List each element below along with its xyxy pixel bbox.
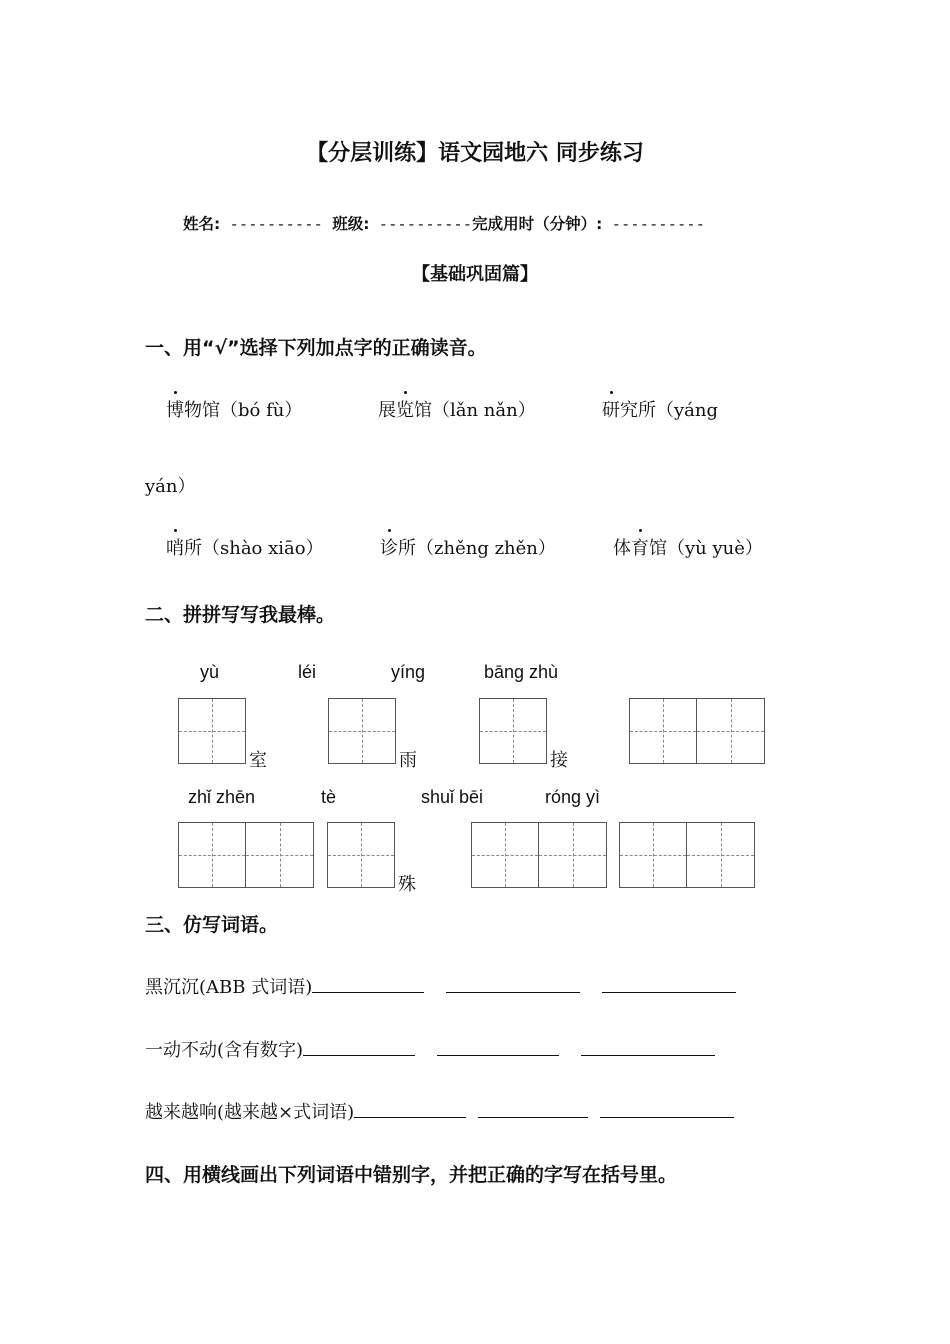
pinyin-label: róng yì xyxy=(545,787,601,807)
dotted-char: 览 xyxy=(396,396,414,422)
q1-item: 展览馆（lǎn nǎn） xyxy=(378,396,536,422)
q3-heading: 三、仿写词语。 xyxy=(145,914,279,936)
answer-blank[interactable] xyxy=(602,974,736,993)
q4-heading: 四、用横线画出下列词语中错别字，并把正确的字写在括号里。 xyxy=(145,1164,678,1186)
writing-grid[interactable] xyxy=(327,822,395,888)
imitation-line: 越来越响(越来越×式词语) xyxy=(145,1098,734,1124)
writing-grid[interactable] xyxy=(479,698,547,764)
q1-item: 研究所（yáng xyxy=(602,396,718,422)
imitation-line: 一动不动(含有数字) xyxy=(145,1036,715,1062)
q1-item: 体育馆（yù yuè） xyxy=(613,534,763,560)
dotted-char: 研 xyxy=(602,396,620,422)
answer-blank[interactable] xyxy=(312,974,424,993)
pinyin-label: yíng xyxy=(391,662,426,682)
dotted-char: 育 xyxy=(631,534,649,560)
writing-grid[interactable] xyxy=(178,822,314,888)
q2-heading: 二、拼拼写写我最棒。 xyxy=(145,604,336,626)
writing-grid[interactable] xyxy=(471,822,607,888)
class-blank: ---------- xyxy=(378,215,473,233)
time-label: 完成用时（分钟）: xyxy=(472,215,603,233)
answer-blank[interactable] xyxy=(354,1099,466,1118)
q1-item: 博物馆（bó fù） xyxy=(166,396,302,422)
section-title: 【基础巩固篇】 xyxy=(412,264,538,285)
writing-grid[interactable] xyxy=(178,698,246,764)
pinyin-label: bāng zhù xyxy=(484,662,559,682)
grid-suffix: 室 xyxy=(249,750,267,771)
dotted-char: 诊 xyxy=(380,534,398,560)
page-title: 【分层训练】语文园地六 同步练习 xyxy=(306,141,644,166)
dotted-char: 哨 xyxy=(166,534,184,560)
q1-item: 诊所（zhěng zhěn） xyxy=(380,534,556,560)
writing-grid[interactable] xyxy=(619,822,755,888)
class-label: 班级: xyxy=(332,215,370,233)
answer-blank[interactable] xyxy=(446,974,580,993)
answer-blank[interactable] xyxy=(600,1099,734,1118)
q1-heading: 一、用“√”选择下列加点字的正确读音。 xyxy=(145,337,487,359)
answer-blank[interactable] xyxy=(303,1037,415,1056)
q1-item-wrap: yán） xyxy=(145,476,196,497)
answer-blank[interactable] xyxy=(581,1037,715,1056)
dotted-char: 博 xyxy=(166,396,184,422)
q1-item: 哨所（shào xiāo） xyxy=(166,534,324,560)
name-blank: ---------- xyxy=(229,215,323,233)
grid-suffix: 雨 xyxy=(399,750,417,771)
writing-grid[interactable] xyxy=(629,698,765,764)
student-info xyxy=(183,212,705,234)
pinyin-label: shuǐ bēi xyxy=(421,787,484,807)
answer-blank[interactable] xyxy=(478,1099,588,1118)
answer-blank[interactable] xyxy=(437,1037,559,1056)
pinyin-label: tè xyxy=(321,787,337,807)
grid-suffix: 殊 xyxy=(398,874,416,895)
pinyin-label: yù xyxy=(200,662,220,682)
grid-suffix: 接 xyxy=(550,750,568,771)
pinyin-label: zhǐ zhēn xyxy=(188,787,256,807)
writing-grid[interactable] xyxy=(328,698,396,764)
time-blank: ---------- xyxy=(611,215,705,233)
pinyin-label: léi xyxy=(298,662,317,682)
name-label: 姓名: xyxy=(183,215,221,233)
imitation-line: 黑沉沉(ABB 式词语) xyxy=(145,973,736,999)
